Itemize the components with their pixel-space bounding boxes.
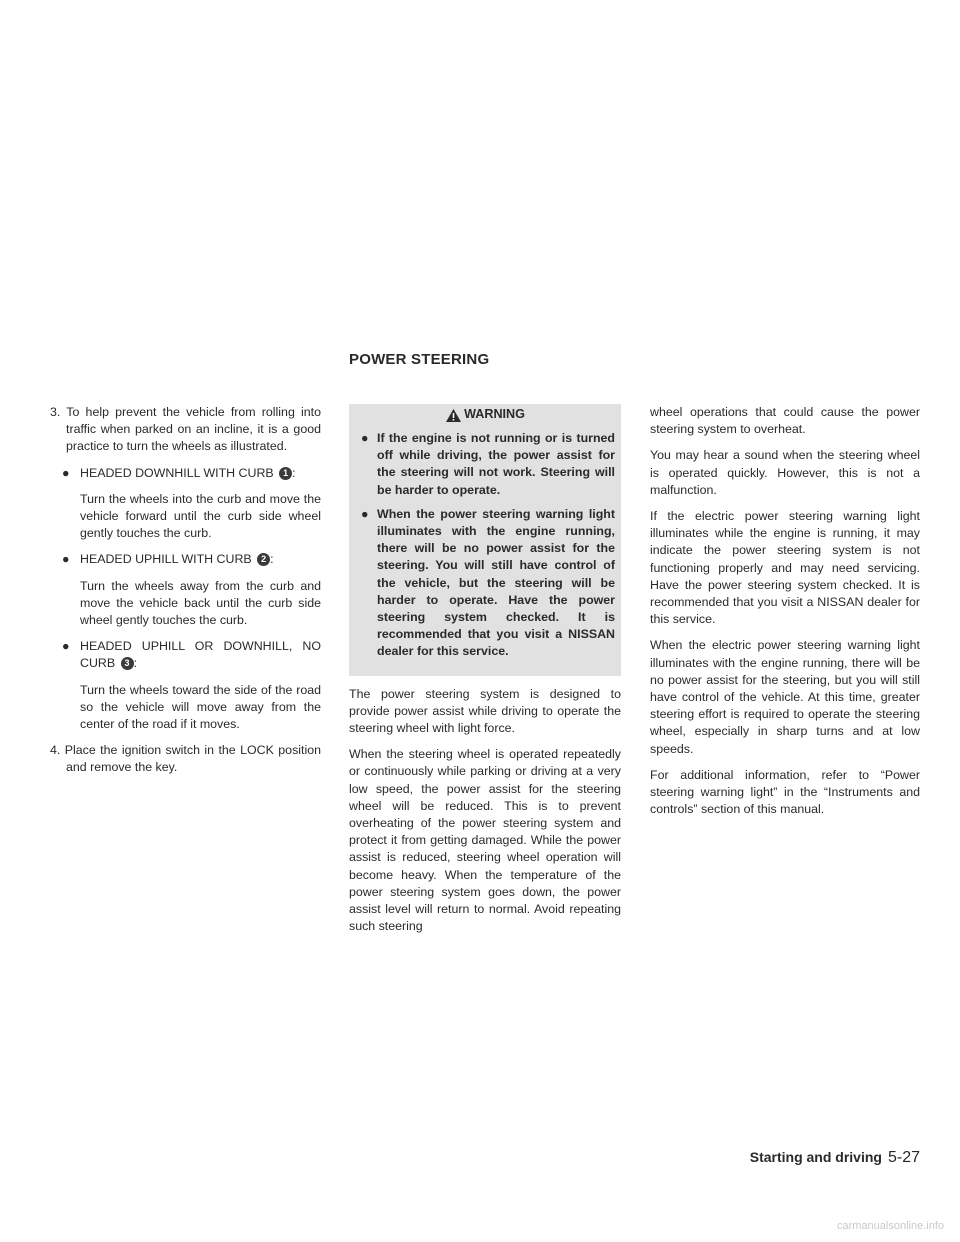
step-4: 4. Place the ignition switch in the LOCK position and remove the key.: [50, 743, 321, 775]
column-left: [50, 404, 321, 786]
bullet-icon: ●: [361, 506, 369, 521]
column-right: [650, 404, 920, 827]
paragraph: When the steering wheel is operated repeatedly or continuously while parking or driving at a very low speed, the power assist for the steering wheel will be reduced. This is to prevent overheating of the power steering system and protect it from getting damaged. While the power assist is reduced, steering wheel operation will become heavy. When the temperature of the power steering system goes down, the power assist level will return to normal. Avoid repeating such steering: [349, 747, 621, 934]
watermark-text: carmanualsonline.info: [836, 1220, 944, 1232]
callout-number-badge: 2: [257, 553, 270, 566]
warning-triangle-icon: [445, 408, 462, 423]
bullet-text-no-curb: Turn the wheels toward the side of the road so the vehicle will move away from the center of the road if it moves.: [80, 682, 321, 732]
bullet-icon: ●: [62, 639, 70, 654]
warning-item: ● When the power steering warning light illuminates with the engine running, there will be no power assist for the steering. You will still have control of the vehicle, but the steering will be harder to operate. Have the power steering system checked. It is recommended that you visit a NISSAN dealer for this service.: [361, 506, 615, 659]
step-3: 3. To help prevent the vehicle from rolling into traffic when parked on an incline, it is a good practice to turn the wheels as illustrated.: [50, 405, 321, 454]
warning-box: [349, 404, 621, 676]
section-heading: POWER STEERING: [349, 351, 490, 368]
warning-header: [349, 404, 621, 426]
bullet-label: HEADED UPHILL OR DOWNHILL, NO CURB: [80, 639, 321, 671]
paragraph: wheel operations that could cause the power steering system to overheat.: [650, 405, 920, 437]
bullet-no-curb: ● HEADED UPHILL OR DOWNHILL, NO CURB 3 :: [62, 639, 321, 671]
bullet-downhill-curb: ● HEADED DOWNHILL WITH CURB 1 :: [50, 465, 321, 482]
paragraph: When the electric power steering warning light illuminates with the engine running, there will be no power assist for the steering, but you will still have control of the vehicle. At this time, greater steering effort is required to operate the steering wheel, especially in sharp turns and at low speeds.: [650, 638, 920, 756]
callout-number-badge: 3: [121, 657, 134, 670]
paragraph: If the electric power steering warning light illuminates while the engine is running, it may indicate the power steering system is not functioning properly and may need servicing. Have the power steering system checked. It is recommended that you visit a NISSAN dealer for this service.: [650, 509, 920, 627]
paragraph: The power steering system is designed to provide power assist while driving to operate the steering wheel with light force.: [349, 686, 621, 736]
callout-number-badge: 1: [279, 467, 292, 480]
bullet-label: HEADED DOWNHILL WITH CURB: [80, 465, 274, 480]
bullet-text-uphill-curb: Turn the wheels away from the curb and move the vehicle back until the curb side wheel gently touches the curb.: [80, 578, 321, 628]
bullet-icon: ●: [62, 465, 70, 480]
warning-item: ● If the engine is not running or is turned off while driving, the power assist for the steering will not work. Steering will be harder to operate.: [361, 431, 615, 497]
paragraph: For additional information, refer to “Power steering warning light” in the “Instruments and controls” section of this manual.: [650, 767, 920, 817]
column-middle: [349, 404, 621, 944]
bullet-label: HEADED UPHILL WITH CURB: [80, 552, 252, 567]
footer-section-title: Starting and driving: [749, 1149, 882, 1165]
bullet-uphill-curb: ● HEADED UPHILL WITH CURB 2 :: [50, 551, 321, 568]
warning-title: WARNING: [464, 407, 525, 422]
paragraph: You may hear a sound when the steering wheel is operated quickly. However, this is not a malfunction.: [650, 448, 920, 497]
page-number: 5-27: [887, 1149, 920, 1166]
bullet-icon: ●: [62, 552, 70, 567]
page-footer: [750, 1149, 920, 1167]
bullet-text-downhill-curb: Turn the wheels into the curb and move the vehicle forward until the curb side wheel gently touches the curb.: [80, 491, 321, 541]
bullet-icon: ●: [361, 431, 369, 445]
